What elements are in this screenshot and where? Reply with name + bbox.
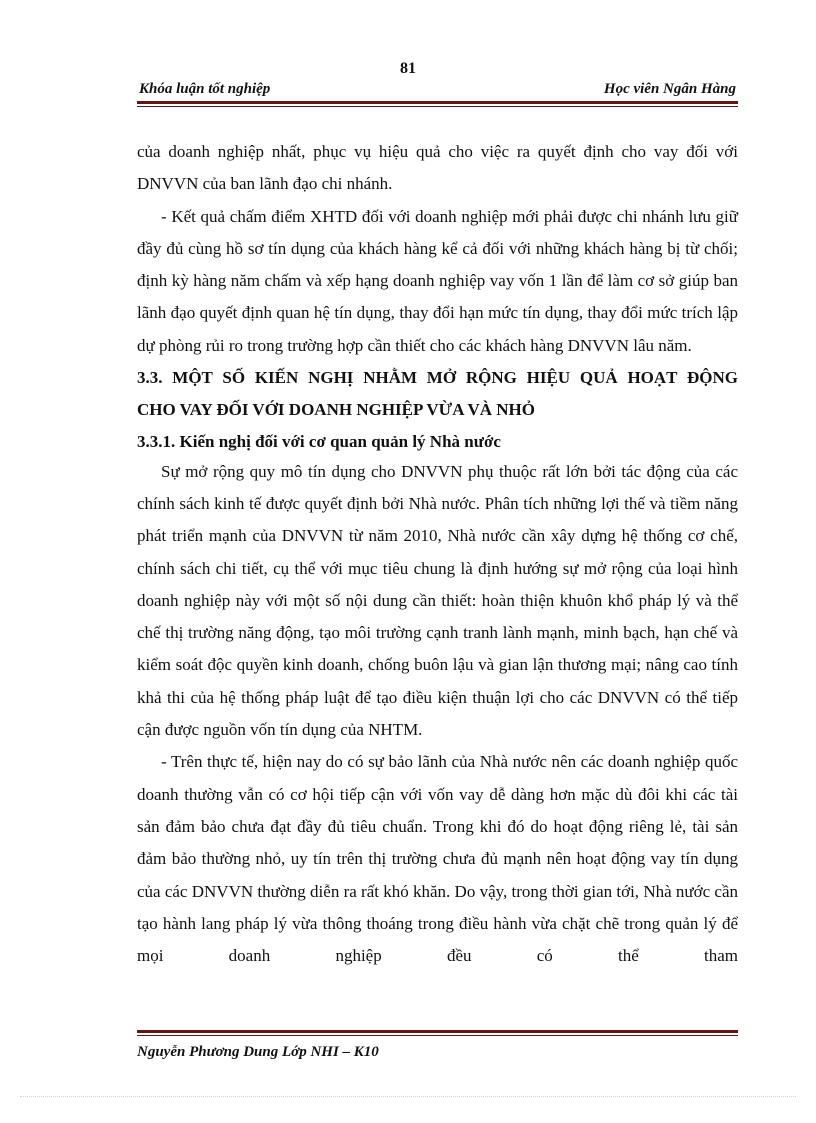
header-institution: Học viên Ngân Hàng — [603, 81, 736, 97]
body-paragraph: của doanh nghiệp nhất, phục vụ hiệu quả cho việc ra quyết định cho vay đối với DNVVN của ban lãnh đạo chi nhánh. — [137, 142, 738, 194]
body-paragraph: - Trên thực tế, hiện nay do có sự bảo lãnh của Nhà nước nên các doanh nghiệp quốc doanh thường vẫn có cơ hội tiếp cận với vốn vay dễ dàng hơn mặc dù đôi khi các tài sản đảm bảo chưa đạt đầy đủ tiêu chuẩn. Trong khi đó do hoạt động riêng lẻ, tài sản đảm bảo thường nhỏ, uy tín trên thị trường chưa đủ mạnh nên hoạt động vay tín dụng của các DNVVN thường diễn ra rất khó khăn. Do vậy, trong thời gian tới, Nhà nước cần tạo hành lang pháp lý vừa thông thoáng trong điều hành vừa chặt chẽ trong quản lý để mọi doanh nghiệp đều có thể tham — [137, 752, 738, 966]
page-number: 81 — [400, 60, 416, 77]
section-heading: 3.3. MỘT SỐ KIẾN NGHỊ NHẰM MỞ RỘNG HIỆU QUẢ HOẠT ĐỘNG — [137, 368, 738, 388]
body-paragraph: - Kết quả chấm điểm XHTD đối với doanh nghiệp mới phải được chi nhánh lưu giữ đầy đủ cùng hồ sơ tín dụng của khách hàng kể cả đối với những khách hàng bị từ chối; định kỳ hàng năm chấm và xếp hạng doanh nghiệp vay vốn 1 lần để làm cơ sở giúp ban lãnh đạo quyết định quan hệ tín dụng, thay đổi hạn mức tín dụng, thay đổi mức trích lập dự phòng rủi ro trong trường hợp cần thiết cho các khách hàng DNVVN lâu năm. — [137, 206, 738, 355]
page-body — [137, 136, 738, 972]
page-edge-divider — [20, 1096, 796, 1097]
page-header — [137, 79, 738, 101]
subsection-heading: 3.3.1. Kiến nghị đối với cơ quan quản lý Nhà nước — [137, 431, 501, 451]
section-heading-continued: CHO VAY ĐỐI VỚI DOANH NGHIỆP VỪA VÀ NHỎ — [137, 400, 535, 420]
page-footer: Nguyễn Phương Dung Lớp NHI – K10 — [137, 1044, 379, 1060]
header-document-type: Khóa luận tốt nghiệp — [139, 81, 271, 97]
header-divider — [137, 101, 738, 107]
body-paragraph: Sự mở rộng quy mô tín dụng cho DNVVN phụ thuộc rất lớn bởi tác động của các chính sách kinh tế được quyết định bởi Nhà nước. Phân tích những lợi thế và tiềm năng phát triển mạnh của DNVVN từ năm 2010, Nhà nước cần xây dựng hệ thống cơ chế, chính sách chi tiết, cụ thể với mục tiêu chung là định hướng sự mở rộng của loại hình doanh nghiệp này với một số nội dung cần thiết: hoàn thiện khuôn khổ pháp lý và thể chế thị trường năng động, tạo môi trường cạnh tranh lành mạnh, minh bạch, hạn chế và kiểm soát độc quyền kinh doanh, chống buôn lậu và gian lận thương mại; nâng cao tính khả thi của hệ thống pháp luật để tạo điều kiện thuận lợi cho các DNVVN có thể tiếp cận được nguồn vốn tín dụng của NHTM. — [137, 461, 738, 740]
footer-divider — [137, 1030, 738, 1036]
